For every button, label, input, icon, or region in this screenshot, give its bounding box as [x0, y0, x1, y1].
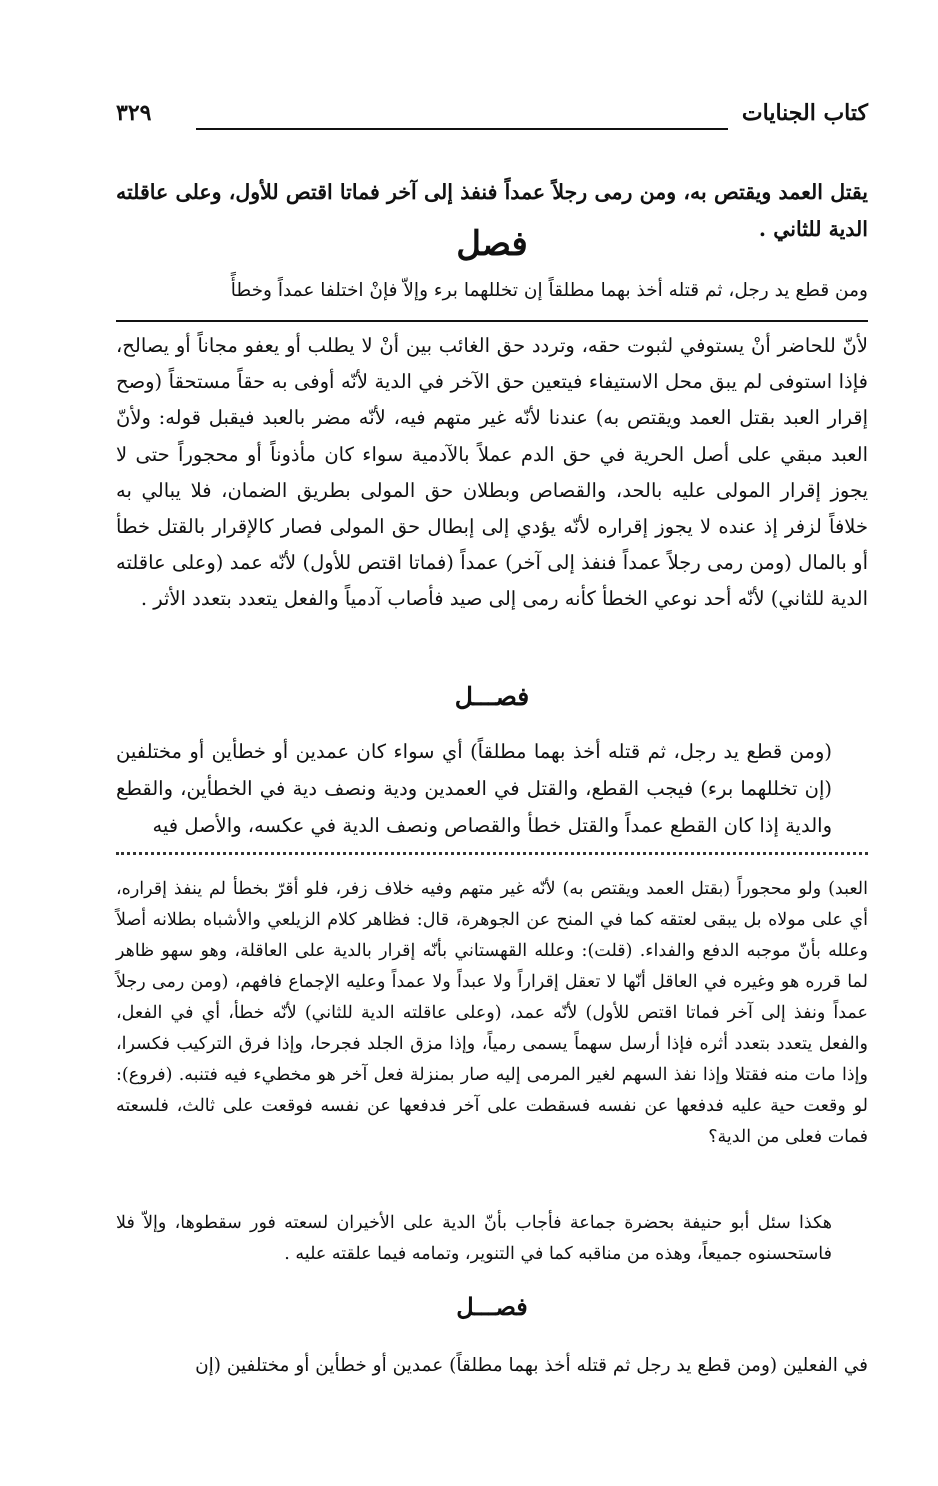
matn-line: ومن قطع يد رجل، ثم قتله أخذ بهما مطلقاً إن تخللهما برء وإلاّ فإنْ اختلفا عمداً وخطأً: [230, 280, 868, 301]
page-number: ٣٢٩: [116, 100, 152, 126]
chapter-title: كتاب الجنايات: [741, 100, 868, 126]
footnote-separator: [116, 852, 868, 855]
matn-section-heading: فصل: [456, 224, 528, 264]
sharh-section-heading: فصـــل: [454, 682, 530, 711]
header-rule: [196, 128, 728, 130]
sharh-paragraph-2-text: (ومن قطع يد رجل، ثم قتله أخذ بهما مطلقاً) أي سواء كان عمدين أو خطأين أو مختلفين (إن تخللهما برء) فيجب القطع، والقتل في العمدين ودية ونصف دية في الخطأين، والقطع والدية إذا كان القطع عمداً والقتل خطأ والقصاص ونصف الدية في عكسه، والأصل فيه: [116, 740, 832, 837]
hashiya-paragraph-2: [116, 1208, 868, 1270]
hashiya-section-heading: فصـــل: [456, 1292, 528, 1321]
hashiya-paragraph-2-text: هكذا سئل أبو حنيفة بحضرة جماعة فأجاب بأنّ الدية على الأخيران لسعته فور سقطوها، وإلاّ فلا فاستحسنوه جميعاً، وهذه من مناقبه كما في التنوير، وتمامه فيما علقته عليه .: [116, 1213, 832, 1264]
running-header: [116, 98, 868, 138]
hashiya-paragraph-3: في الفعلين (ومن قطع يد رجل ثم قتله أخذ بهما مطلقاً) عمدين أو خطأين أو مختلفين (إن: [195, 1355, 868, 1376]
matn-paragraph: يقتل العمد ويقتص به، ومن رمى رجلاً عمداً فنفذ إلى آخر فماتا اقتص للأول، وعلى عاقلته الدية للثاني .: [116, 180, 868, 241]
hashiya-paragraph-1: العبد) ولو محجوراً (بقتل العمد ويقتص به) لأنّه غير متهم وفيه خلاف زفر، فلو أقرّ بخطأ لم ينفذ إقراره، أي على مولاه بل يبقى لعتقه كما في المنح عن الجوهرة، قال: فظاهر كلام الزيلعي والأشباه بطلانه أصلاً وعلله بأنّ موجبه الدفع والفداء. (قلت): وعلله القهستاني بأنّه إقرار بالدية على العاقلة، وهو سهو ظاهر لما قرره هو وغيره في العاقل أنّها لا تعقل إقراراً ولا عبداً ولا عمداً وعليه الإجماع فافهم، (ومن رمى رجلاً عمداً ونفذ إلى آخر فماتا اقتص للأول) لأنّه عمد، (وعلى عاقلته الدية للثاني) لأنّه خطأ، أي في الفعل، والفعل يتعدد بتعدد أثره فإذا أرسل سهماً يسمى رمياً، وإذا مزق الجلد فجرحا، وإذا فرق التركيب فكسرا، وإذا مات منه فقتلا وإذا نفذ السهم لغير المرمى إليه صار بمنزلة فعل آخر هو مخطيء فيه فتنبه. (فروع): لو وقعت حية عليه فدفعها عن نفسه فسقطت على آخر فدفعها عن نفسه فوقعت على ثالث، فلسعته فمات فعلى من الدية؟: [116, 879, 868, 1147]
matn-separator: [116, 320, 868, 322]
sharh-paragraph-2: [116, 733, 868, 844]
sharh-paragraph-1: لأنّ للحاضر أنْ يستوفي لثبوت حقه، وتردد حق الغائب بين أنْ لا يطلب أو يعفو مجاناً أو يصالح، فإذا استوفى لم يبق محل الاستيفاء فيتعين حق الآخر في الدية لأنّه أوفى به حقاً مستحقاً (وصح إقرار العبد بقتل العمد ويقتص به) عندنا لأنّه غير متهم فيه، لأنّه مضر بالعبد فيقبل قوله: ولأنّ العبد مبقي على أصل الحرية في حق الدم عملاً بالآدمية سواء كان مأذوناً أو محجوراً حتى لا يجوز إقرار المولى عليه بالحد، والقصاص وبطلان حق المولى بطريق الضمان، فلا يبالي به خلافاً لزفر إذ عنده لا يجوز إقراره لأنّه يؤدي إلى إبطال حق المولى فصار كالإقرار بالقتل خطأ أو بالمال (ومن رمى رجلاً عمداً فنفذ إلى آخر) عمداً (فماتا اقتص للأول) لأنّه عمد (وعلى عاقلته الدية للثاني) لأنّه أحد نوعي الخطأ كأنه رمى إلى صيد فأصاب آدمياً والفعل يتعدد بتعدد الأثر .: [116, 334, 868, 611]
